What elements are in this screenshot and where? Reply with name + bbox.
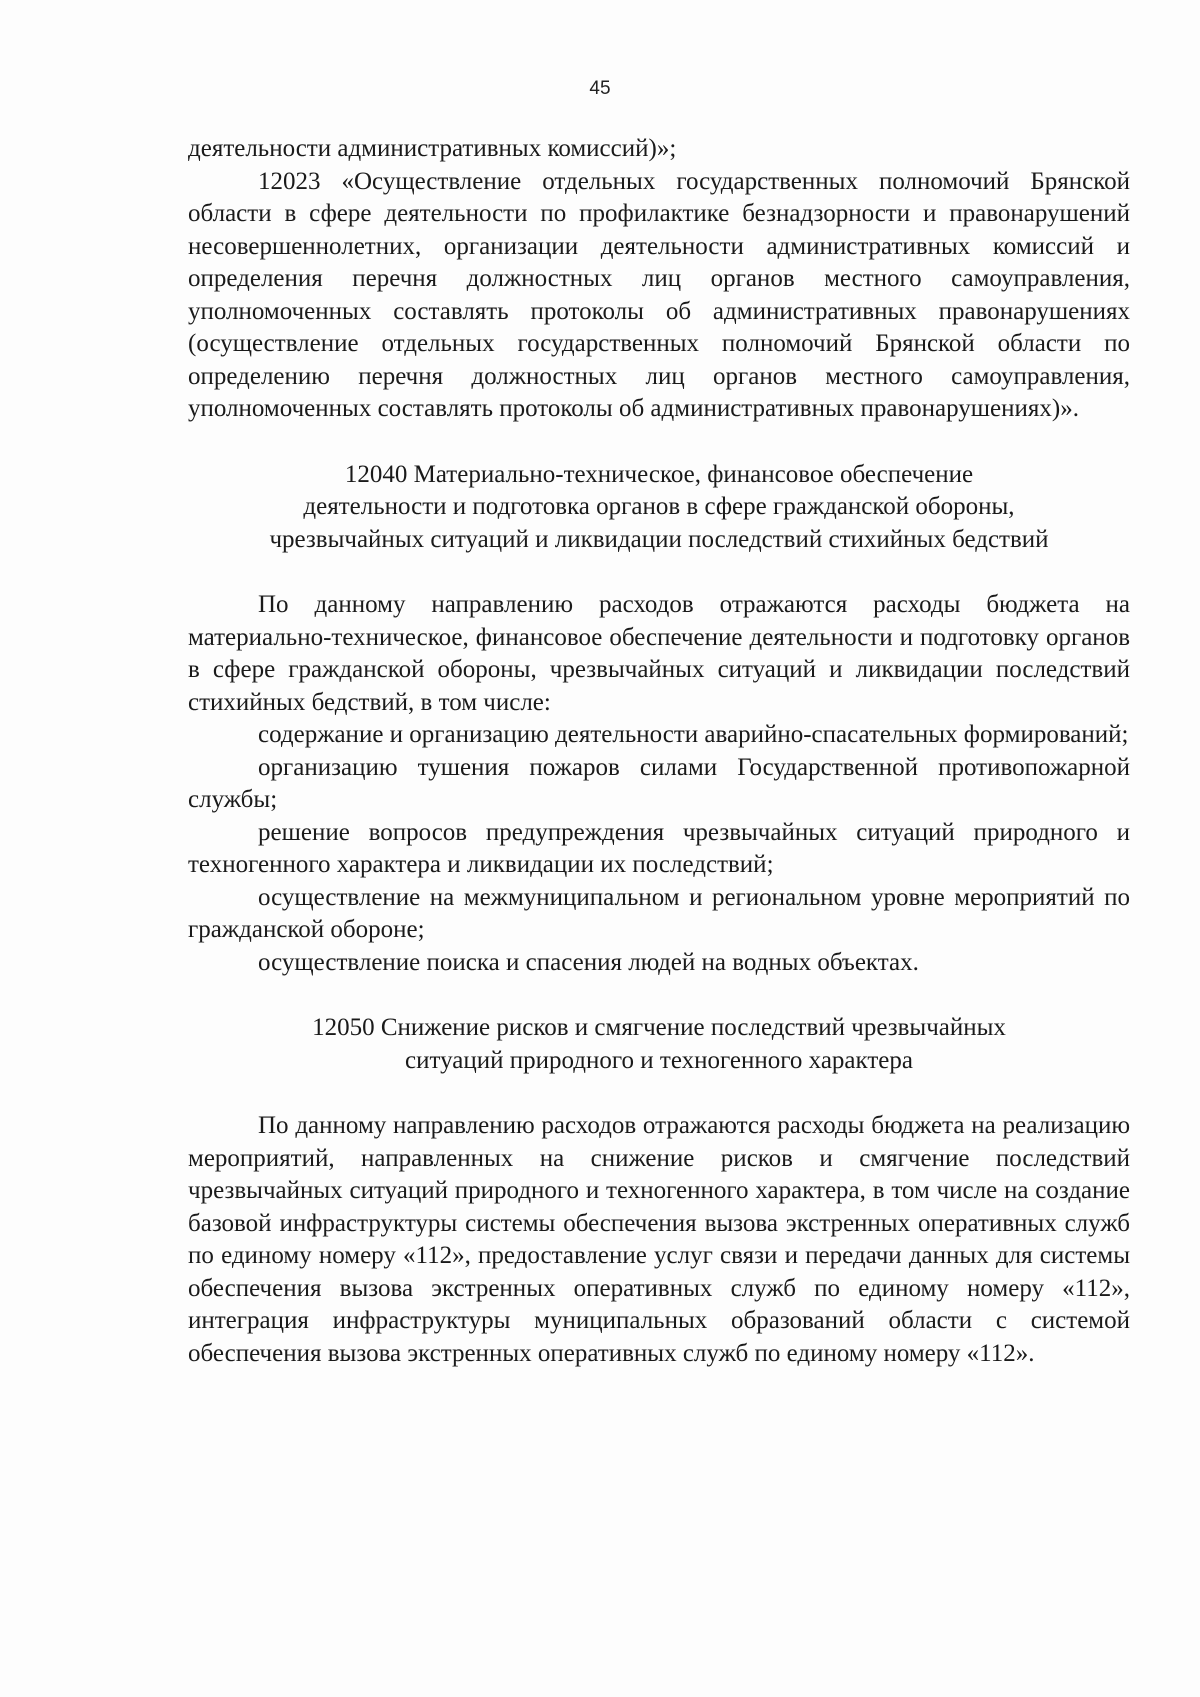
document-body: [188, 133, 1130, 1370]
heading-line: деятельности и подготовка органов в сфере гражданской обороны,: [303, 493, 1015, 520]
heading-line: 12050 Снижение рисков и смягчение последствий чрезвычайных: [312, 1014, 1006, 1041]
list-item-emergency-prevention: решение вопросов предупреждения чрезвычайных ситуаций природного и техногенного характера и ликвидации их последствий;: [188, 818, 1130, 878]
heading-line: 12040 Материально-техническое, финансовое обеспечение: [344, 460, 974, 488]
paragraph-continuation: деятельности административных комиссий)»;: [188, 135, 677, 162]
heading-line: ситуаций природного и техногенного характера: [405, 1046, 913, 1074]
paragraph-12023: 12023 «Осуществление отдельных государственных полномочий Брянской области в сфере деятельности по профилактике безнадзорности и правонарушений несовершеннолетних, организации деятельности административных комиссий и определения перечня должностных лиц органов местного самоуправления, уполномоченных составлять протоколы об административных правонарушениях (осуществление отдельных государственных полномочий Брянской области по определению перечня должностных лиц органов местного самоуправления, уполномоченных составлять протоколы об административных правонарушениях)».: [188, 167, 1130, 422]
section-heading-12050: [188, 1012, 1130, 1077]
list-item-civil-defense: осуществление на межмуниципальном и региональном уровне мероприятий по гражданской обороне;: [188, 883, 1130, 943]
paragraph-12050: По данному направлению расходов отражаются расходы бюджета на реализацию мероприятий, направленных на снижение рисков и смягчение последствий чрезвычайных ситуаций природного и техногенного характера, в том числе на создание базовой инфраструктуры системы обеспечения вызова экстренных оперативных служб по единому номеру «112», предоставление услуг связи и передачи данных для системы обеспечения вызова экстренных оперативных служб по единому номеру «112», интеграция инфраструктуры муниципальных образований области с системой обеспечения вызова экстренных оперативных служб по единому номеру «112».: [188, 1112, 1130, 1367]
section-heading-12040: [188, 459, 1130, 557]
list-item-rescue-units: содержание и организацию деятельности аварийно-спасательных формирований;: [258, 721, 1129, 748]
page-number: 45: [589, 78, 611, 99]
list-item-firefighting: организацию тушения пожаров силами Государственной противопожарной службы;: [188, 753, 1130, 813]
list-item-water-rescue: осуществление поиска и спасения людей на водных объектах.: [258, 948, 919, 976]
heading-line: чрезвычайных ситуаций и ликвидации последствий стихийных бедствий: [269, 525, 1049, 553]
paragraph-12040-intro: По данному направлению расходов отражаются расходы бюджета на материально-техническое, финансовое обеспечение деятельности и подготовку органов в сфере гражданской обороны, чрезвычайных ситуаций и ликвидации последствий стихийных бедствий, в том числе:: [188, 591, 1130, 716]
